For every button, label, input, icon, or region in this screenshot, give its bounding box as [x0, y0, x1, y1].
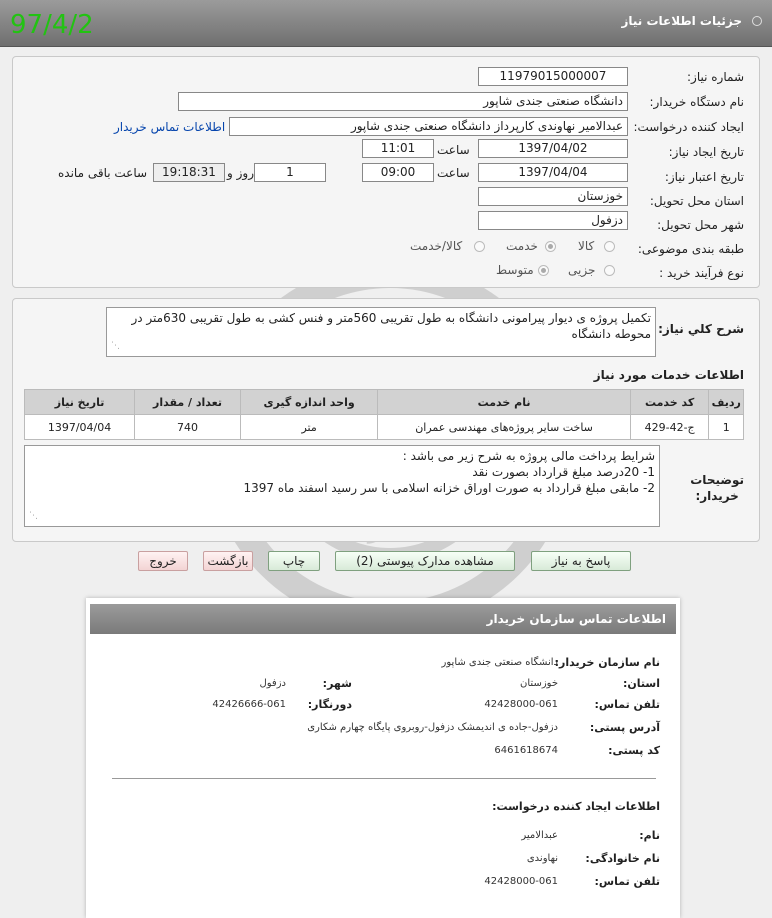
category-radio-service[interactable]	[545, 241, 556, 252]
card-city-value: دزفول	[259, 678, 286, 689]
deadline-time-field: 09:00	[362, 163, 434, 182]
col-header-row: ردیف	[709, 390, 744, 415]
days-label: روز و	[227, 166, 254, 180]
card-divider	[112, 778, 656, 779]
buyer-field: دانشگاه صنعتی جندی شاپور	[178, 92, 628, 111]
requester-title: اطلاعات ایجاد کننده درخواست:	[492, 800, 660, 813]
cell-date: 1397/04/04	[25, 415, 135, 440]
requester-phone-label: تلفن تماس:	[594, 875, 660, 888]
process-option-medium: متوسط	[496, 263, 534, 277]
card-phone-label: تلفن تماس:	[594, 698, 660, 711]
col-header-code: کد خدمت	[630, 390, 709, 415]
address-value: دزفول-جاده ی اندیمشک دزفول-روبروی پایگاه چهارم شکاری	[307, 722, 558, 733]
col-header-qty: تعداد / مقدار	[135, 390, 241, 415]
buyer-notes-textbox	[24, 445, 660, 527]
family-label: نام خانوادگی:	[585, 852, 660, 865]
name-value: عبدالامیر	[521, 830, 558, 841]
cell-name: ساخت سایر پروژه‌های مهندسی عمران	[378, 415, 631, 440]
creator-label: ایجاد کننده درخواست:	[633, 120, 744, 134]
category-radio-goods[interactable]	[604, 241, 615, 252]
card-province-label: استان:	[623, 677, 660, 690]
process-option-minor: جزیی	[568, 263, 596, 277]
created-date-label: تاریخ ایجاد نیاز:	[668, 145, 744, 159]
description-textbox	[106, 307, 656, 357]
remaining-time-field: 19:18:31	[153, 163, 225, 182]
name-label: نام:	[639, 829, 660, 842]
deadline-label: تاریخ اعتبار نیاز:	[664, 170, 744, 184]
city-label: شهر محل تحویل:	[657, 218, 744, 232]
circle-icon	[752, 16, 762, 26]
card-fax-label: دورنگار:	[307, 698, 352, 711]
deadline-time-label: ساعت	[437, 166, 470, 180]
description-label: شرح کلي نیاز:	[658, 322, 744, 336]
buyer-notes-label-line2: خریدار:	[695, 489, 739, 503]
contact-card-title: اطلاعات تماس سازمان خریدار	[486, 612, 666, 626]
postal-value: 6461618674	[494, 745, 558, 756]
cell-qty: 740	[135, 415, 241, 440]
col-header-name: نام خدمت	[378, 390, 631, 415]
col-header-date: تاریخ نیاز	[25, 390, 135, 415]
need-number-field: 1197901500000​7	[478, 67, 628, 86]
family-value: نهاوندی	[526, 853, 558, 864]
category-option-goods-service: کالا/خدمت	[410, 239, 463, 253]
province-label: استان محل تحویل:	[649, 194, 744, 208]
need-number-label: شماره نیاز:	[687, 70, 744, 84]
category-option-goods: کالا	[578, 239, 595, 253]
table-row	[25, 415, 744, 440]
card-city-label: شهر:	[322, 677, 352, 690]
reply-button[interactable]: پاسخ به نیاز	[531, 551, 631, 571]
created-date-field: 1397/04/02	[478, 139, 628, 158]
resize-grip-icon: ⋰	[111, 341, 120, 351]
buyer-contact-card	[86, 598, 680, 918]
buyer-notes-label	[690, 472, 744, 504]
process-radio-medium[interactable]	[538, 265, 549, 276]
page-title: جزئیات اطلاعات نیاز	[621, 14, 742, 28]
address-label: آدرس پستی:	[589, 721, 660, 734]
card-phone-value: 42428000-061	[484, 699, 558, 710]
description-text: تکمیل پروژه ی دیوار پیرامونی دانشگاه به طول تقریبی 560متر و فنس کشی به طول تقریبی 630متر در محوطه دانشگاه	[131, 311, 651, 341]
cell-row: 1	[709, 415, 744, 440]
table-header-row	[25, 390, 744, 415]
card-fax-value: 42426666-061	[212, 699, 286, 710]
province-field: خوزستان	[478, 187, 628, 206]
attached-docs-button[interactable]: مشاهده مدارک پیوستی (2)	[335, 551, 515, 571]
services-table	[24, 389, 744, 440]
created-time-label: ساعت	[437, 143, 470, 157]
resize-grip-icon: ⋰	[29, 511, 38, 521]
remaining-label: ساعت باقی مانده	[58, 166, 148, 180]
category-radio-goods-service[interactable]	[474, 241, 485, 252]
postal-label: کد پستی:	[608, 744, 660, 757]
back-button[interactable]: بازگشت	[203, 551, 253, 571]
buyer-contact-link[interactable]: اطلاعات تماس خریدار	[114, 120, 226, 134]
org-label: نام سازمان خریدار:	[554, 656, 660, 669]
card-province-value: خوزستان	[520, 678, 558, 689]
city-field: دزفول	[478, 211, 628, 230]
days-field: 1	[254, 163, 326, 182]
buyer-notes-line-2: 1- 20درصد مبلغ قرارداد بصورت نقد	[472, 465, 655, 479]
buyer-label: نام دستگاه خریدار:	[649, 95, 744, 109]
buyer-notes-line-3: 2- مابقی مبلغ قرارداد به صورت اوراق خزانه اسلامی با سر رسید اسفند ماه 1397	[243, 481, 655, 495]
services-title: اطلاعات خدمات مورد نیاز	[593, 368, 744, 382]
creator-field: عبدالامیر نهاوندی کارپرداز دانشگاه صنعتی جندی شاپور	[229, 117, 628, 136]
category-label: طبقه بندی موضوعی:	[637, 242, 744, 256]
cell-code: ج-42-429	[630, 415, 709, 440]
process-radio-minor[interactable]	[604, 265, 615, 276]
deadline-date-field: 1397/04/04	[478, 163, 628, 182]
created-time-field: 11:01	[362, 139, 434, 158]
category-option-service: خدمت	[506, 239, 538, 253]
process-label: نوع فرآیند خرید :	[659, 266, 744, 280]
exit-button[interactable]: خروج	[138, 551, 188, 571]
print-button[interactable]: چاپ	[268, 551, 320, 571]
org-value: دانشگاه صنعتی جندی شاپور	[441, 657, 558, 668]
col-header-unit: واحد اندازه گیری	[240, 390, 377, 415]
requester-phone-value: 42428000-061	[484, 876, 558, 887]
cell-unit: متر	[240, 415, 377, 440]
buyer-notes-line-1: شرایط پرداخت مالی پروژه به شرح زیر می باشد :	[402, 449, 655, 463]
buyer-notes-label-line1: توضیحات	[690, 473, 744, 487]
date-stamp: 97/4/2	[10, 10, 94, 40]
